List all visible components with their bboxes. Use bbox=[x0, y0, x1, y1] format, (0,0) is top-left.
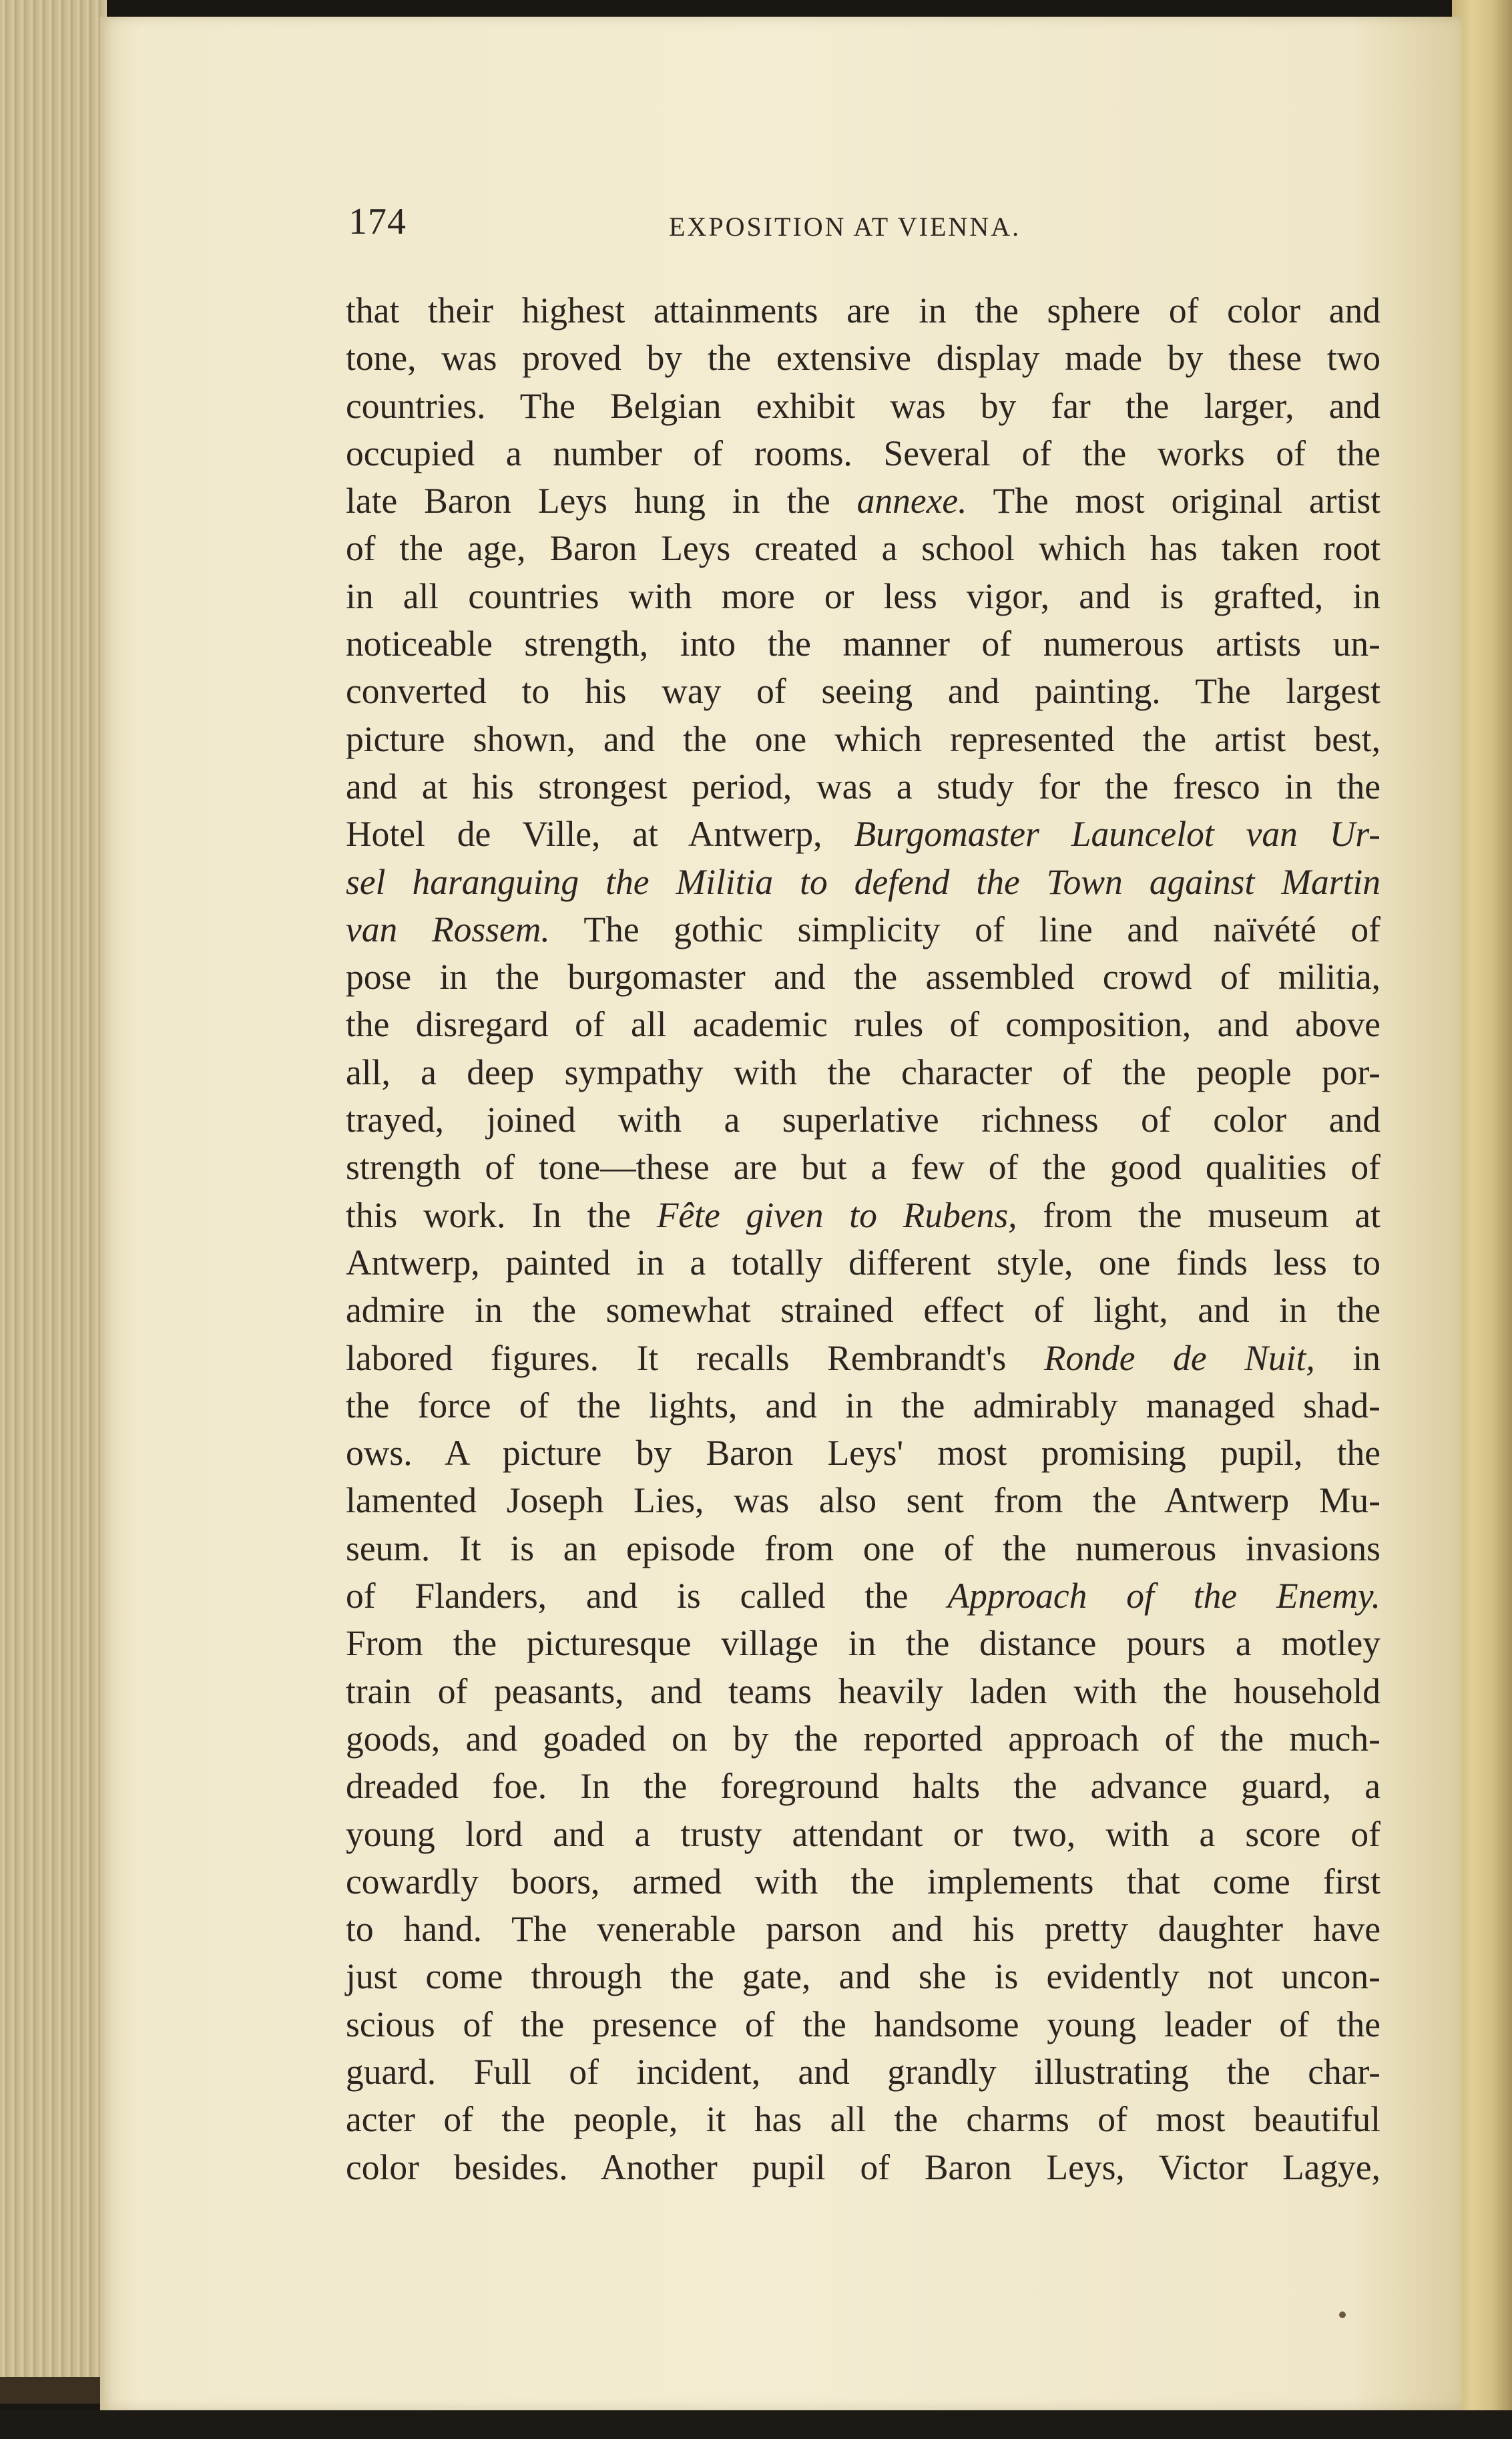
text-line bbox=[346, 1811, 1380, 1858]
text-line-content: and at his strongest period, was a study for the fresco in the bbox=[346, 766, 1380, 807]
text-line bbox=[346, 1192, 1380, 1239]
text-line bbox=[346, 620, 1380, 668]
running-head: EXPOSITION AT VIENNA. bbox=[669, 212, 1021, 242]
text-line bbox=[346, 525, 1380, 572]
text-line-content: this work. In the bbox=[346, 1194, 657, 1235]
text-line bbox=[346, 1763, 1380, 1810]
text-line-content: Hotel de Ville, at Antwerp, bbox=[346, 814, 854, 855]
text-line-content: The most original artist bbox=[967, 481, 1381, 521]
text-line-content: dreaded foe. In the foreground halts the advance guard, a bbox=[346, 1766, 1380, 1807]
text-line-content: color besides. Another pupil of Baron Leys, Victor Lagye, bbox=[346, 2147, 1380, 2187]
text-line bbox=[346, 1620, 1380, 1667]
text-line-content: tone, was proved by the extensive display made by these two bbox=[346, 338, 1380, 379]
italic-title: Fête given to Rubens, bbox=[656, 1194, 1017, 1235]
text-line-content: the disregard of all academic rules of composition, and above bbox=[346, 1004, 1380, 1045]
text-line-content: cowardly boors, armed with the implements that come first bbox=[346, 1861, 1380, 1902]
italic-title: annexe. bbox=[856, 481, 967, 521]
text-line bbox=[346, 383, 1380, 430]
text-line-content: occupied a number of rooms. Several of the works of the bbox=[346, 433, 1380, 473]
text-line-content: the force of the lights, and in the admirably managed shad- bbox=[346, 1385, 1380, 1425]
scan-bottom-border bbox=[0, 2410, 1512, 2439]
text-line-content: converted to his way of seeing and painting. The largest bbox=[346, 671, 1380, 712]
text-line-content: in all countries with more or less vigor, and is grafted, in bbox=[346, 576, 1380, 616]
body-text bbox=[346, 287, 1380, 2191]
text-line bbox=[346, 1144, 1380, 1191]
text-line-content: trayed, joined with a superlative richness of color and bbox=[346, 1100, 1380, 1140]
text-line bbox=[346, 763, 1380, 811]
text-line bbox=[346, 1525, 1380, 1572]
italic-title: Approach of the Enemy. bbox=[947, 1576, 1380, 1616]
text-line-content: to hand. The venerable parson and his pretty daughter have bbox=[346, 1909, 1380, 1950]
text-line bbox=[346, 2096, 1380, 2143]
text-line-content: noticeable strength, into the manner of numerous artists un- bbox=[346, 624, 1380, 664]
text-line-content: pose in the burgomaster and the assembled crowd of militia, bbox=[346, 957, 1380, 997]
text-line-content: labored figures. It recalls Rembrandt's bbox=[346, 1337, 1044, 1378]
text-line-content: ows. A picture by Baron Leys' most promising pupil, the bbox=[346, 1433, 1380, 1474]
text-line bbox=[346, 1477, 1380, 1524]
text-line bbox=[346, 287, 1380, 335]
text-line bbox=[346, 1429, 1380, 1477]
text-line bbox=[346, 2001, 1380, 2048]
text-line bbox=[346, 573, 1380, 620]
text-line-content: picture shown, and the one which represented the artist best, bbox=[346, 718, 1380, 759]
text-line bbox=[346, 430, 1380, 477]
text-line bbox=[346, 1049, 1380, 1096]
text-line-content: From the picturesque village in the distance pours a motley bbox=[346, 1623, 1380, 1664]
italic-title: sel haranguing the Militia to defend the Town against Martin bbox=[346, 861, 1380, 902]
text-line-content: The gothic simplicity of line and naïvété of bbox=[549, 909, 1380, 949]
text-line bbox=[346, 1096, 1380, 1144]
text-line bbox=[346, 2048, 1380, 2096]
text-line-content: all, a deep sympathy with the character of the people por- bbox=[346, 1052, 1380, 1092]
text-line bbox=[346, 668, 1380, 715]
text-line-content: seum. It is an episode from one of the numerous invasions bbox=[346, 1528, 1380, 1568]
text-line-content: acter of the people, it has all the charms of most beautiful bbox=[346, 2099, 1380, 2140]
text-line-content: Antwerp, painted in a totally different style, one finds less to bbox=[346, 1242, 1380, 1283]
text-line-content: in bbox=[1314, 1337, 1380, 1378]
text-line bbox=[346, 1382, 1380, 1429]
text-line bbox=[346, 1715, 1380, 1763]
text-line-content: just come through the gate, and she is evidently not uncon- bbox=[346, 1956, 1380, 1997]
italic-title: van Rossem. bbox=[346, 909, 550, 949]
text-line-content: admire in the somewhat strained effect of light, and in the bbox=[346, 1290, 1380, 1331]
text-line bbox=[346, 1001, 1380, 1048]
text-line-content: goods, and goaded on by the reported approach of the much- bbox=[346, 1718, 1380, 1759]
book-page-edges bbox=[0, 0, 107, 2404]
text-line bbox=[346, 1953, 1380, 2000]
text-line-content: that their highest attainments are in the sphere of color and bbox=[346, 290, 1380, 330]
text-line-content: late Baron Leys hung in the bbox=[346, 481, 857, 521]
text-line bbox=[346, 1858, 1380, 1906]
book-page-edges-shadow bbox=[0, 2377, 107, 2404]
page-number: 174 bbox=[348, 201, 407, 242]
ink-speck bbox=[1339, 2311, 1346, 2318]
text-line bbox=[346, 1239, 1380, 1287]
text-line bbox=[346, 477, 1380, 525]
text-line bbox=[346, 953, 1380, 1001]
text-line-content: from the museum at bbox=[1017, 1194, 1380, 1235]
text-line bbox=[346, 2144, 1380, 2191]
text-line-content: strength of tone—these are but a few of the good qualities of bbox=[346, 1147, 1380, 1188]
text-line-content: lamented Joseph Lies, was also sent from the Antwerp Mu- bbox=[346, 1480, 1380, 1521]
text-line bbox=[346, 811, 1380, 858]
text-line-content: of Flanders, and is called the bbox=[346, 1576, 948, 1616]
text-line bbox=[346, 335, 1380, 382]
page-header bbox=[348, 200, 1390, 260]
italic-title: Burgomaster Launcelot van Ur- bbox=[854, 814, 1380, 855]
text-line bbox=[346, 859, 1380, 906]
text-line bbox=[346, 1668, 1380, 1715]
text-line bbox=[346, 906, 1380, 953]
text-line-content: train of peasants, and teams heavily laden with the household bbox=[346, 1671, 1380, 1711]
text-line bbox=[346, 1906, 1380, 1953]
text-line bbox=[346, 1572, 1380, 1620]
text-line-content: guard. Full of incident, and grandly illustrating the char- bbox=[346, 2051, 1380, 2092]
text-line-content: scious of the presence of the handsome young leader of the bbox=[346, 2004, 1380, 2044]
text-line bbox=[346, 1335, 1380, 1382]
text-line-content: of the age, Baron Leys created a school which has taken root bbox=[346, 528, 1380, 569]
text-line-content: young lord and a trusty attendant or two, with a score of bbox=[346, 1813, 1380, 1854]
italic-title: Ronde de Nuit, bbox=[1043, 1337, 1315, 1378]
text-line bbox=[346, 716, 1380, 763]
text-line-content: countries. The Belgian exhibit was by far the larger, and bbox=[346, 385, 1380, 426]
text-line bbox=[346, 1287, 1380, 1334]
